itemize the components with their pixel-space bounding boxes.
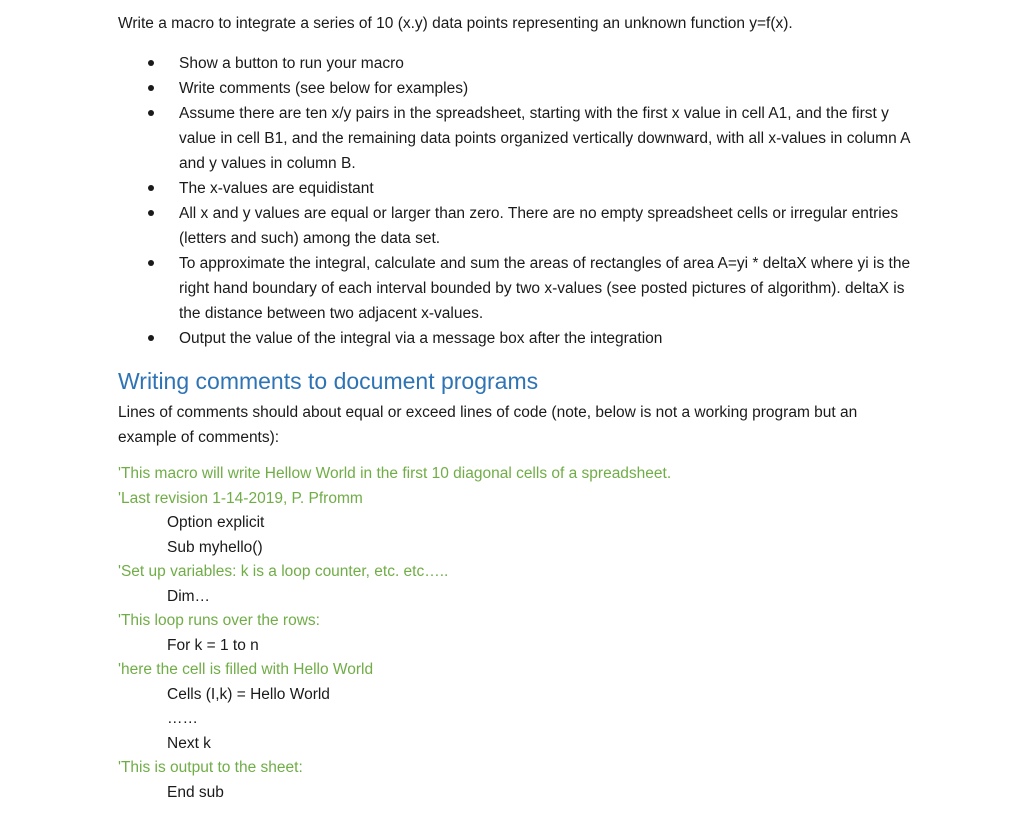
bullet-icon bbox=[148, 110, 154, 116]
list-item bbox=[118, 176, 918, 201]
list-item bbox=[118, 201, 918, 251]
bullet-icon bbox=[148, 335, 154, 341]
code-comment-line: 'Last revision 1-14-2019, P. Pfromm bbox=[118, 489, 363, 507]
list-item-text: To approximate the integral, calculate and sum the areas of rectangles of area A=yi * deltaX where yi is the right hand boundary of each interval bounded by two x-values (see posted pictures of algorithm). deltaX is the distance between two adjacent x-values. bbox=[179, 255, 911, 322]
list-item bbox=[118, 251, 918, 326]
code-comment-line: 'This is output to the sheet: bbox=[118, 759, 303, 776]
code-comment-line: 'This macro will write Hellow World in the first 10 diagonal cells of a spreadsheet. bbox=[118, 465, 672, 482]
bullet-icon bbox=[148, 210, 154, 216]
code-comment-line: 'Set up variables: k is a loop counter, etc. etc….. bbox=[118, 563, 449, 580]
list-item bbox=[118, 101, 918, 176]
list-item bbox=[118, 76, 918, 101]
list-item bbox=[118, 326, 918, 351]
list-item-text: All x and y values are equal or larger than zero. There are no empty spreadsheet cells or irregular entries (letters and such) among the data set. bbox=[179, 205, 899, 247]
code-statement-line: For k = 1 to n bbox=[167, 636, 259, 654]
requirements-list bbox=[118, 51, 918, 351]
list-item-text: Assume there are ten x/y pairs in the spreadsheet, starting with the first x value in cell A1, and the first y value in cell B1, and the remaining data points organized vertically downward, with all x-values in column A and y values in column B. bbox=[179, 105, 910, 172]
section-heading: Writing comments to document programs bbox=[118, 368, 539, 394]
list-item-text: Output the value of the integral via a message box after the integration bbox=[179, 330, 663, 347]
code-comment-line: 'here the cell is filled with Hello World bbox=[118, 661, 374, 678]
code-example bbox=[118, 462, 918, 805]
list-item-text: Show a button to run your macro bbox=[179, 55, 404, 72]
code-statement-line: Sub myhello() bbox=[167, 538, 263, 556]
list-item-text: Write comments (see below for examples) bbox=[179, 80, 469, 97]
list-item bbox=[118, 51, 918, 76]
bullet-icon bbox=[148, 185, 154, 191]
list-item-text: The x-values are equidistant bbox=[179, 180, 374, 197]
bullet-icon bbox=[148, 85, 154, 91]
code-statement-line: Cells (I,k) = Hello World bbox=[167, 685, 330, 703]
section-paragraph: Lines of comments should about equal or exceed lines of code (note, below is not a working program but an example of comments): bbox=[118, 404, 858, 446]
intro-text: Write a macro to integrate a series of 10 (x.y) data points representing an unknown function y=f(x). bbox=[118, 15, 793, 32]
bullet-icon bbox=[148, 60, 154, 66]
code-statement-line: Option explicit bbox=[167, 514, 265, 531]
code-statement-line: Dim… bbox=[167, 587, 211, 605]
bullet-icon bbox=[148, 260, 154, 266]
code-statement-line: …… bbox=[167, 710, 198, 727]
code-statement-line: End sub bbox=[167, 783, 224, 801]
code-statement-line: Next k bbox=[167, 734, 211, 752]
code-comment-line: 'This loop runs over the rows: bbox=[118, 612, 320, 629]
